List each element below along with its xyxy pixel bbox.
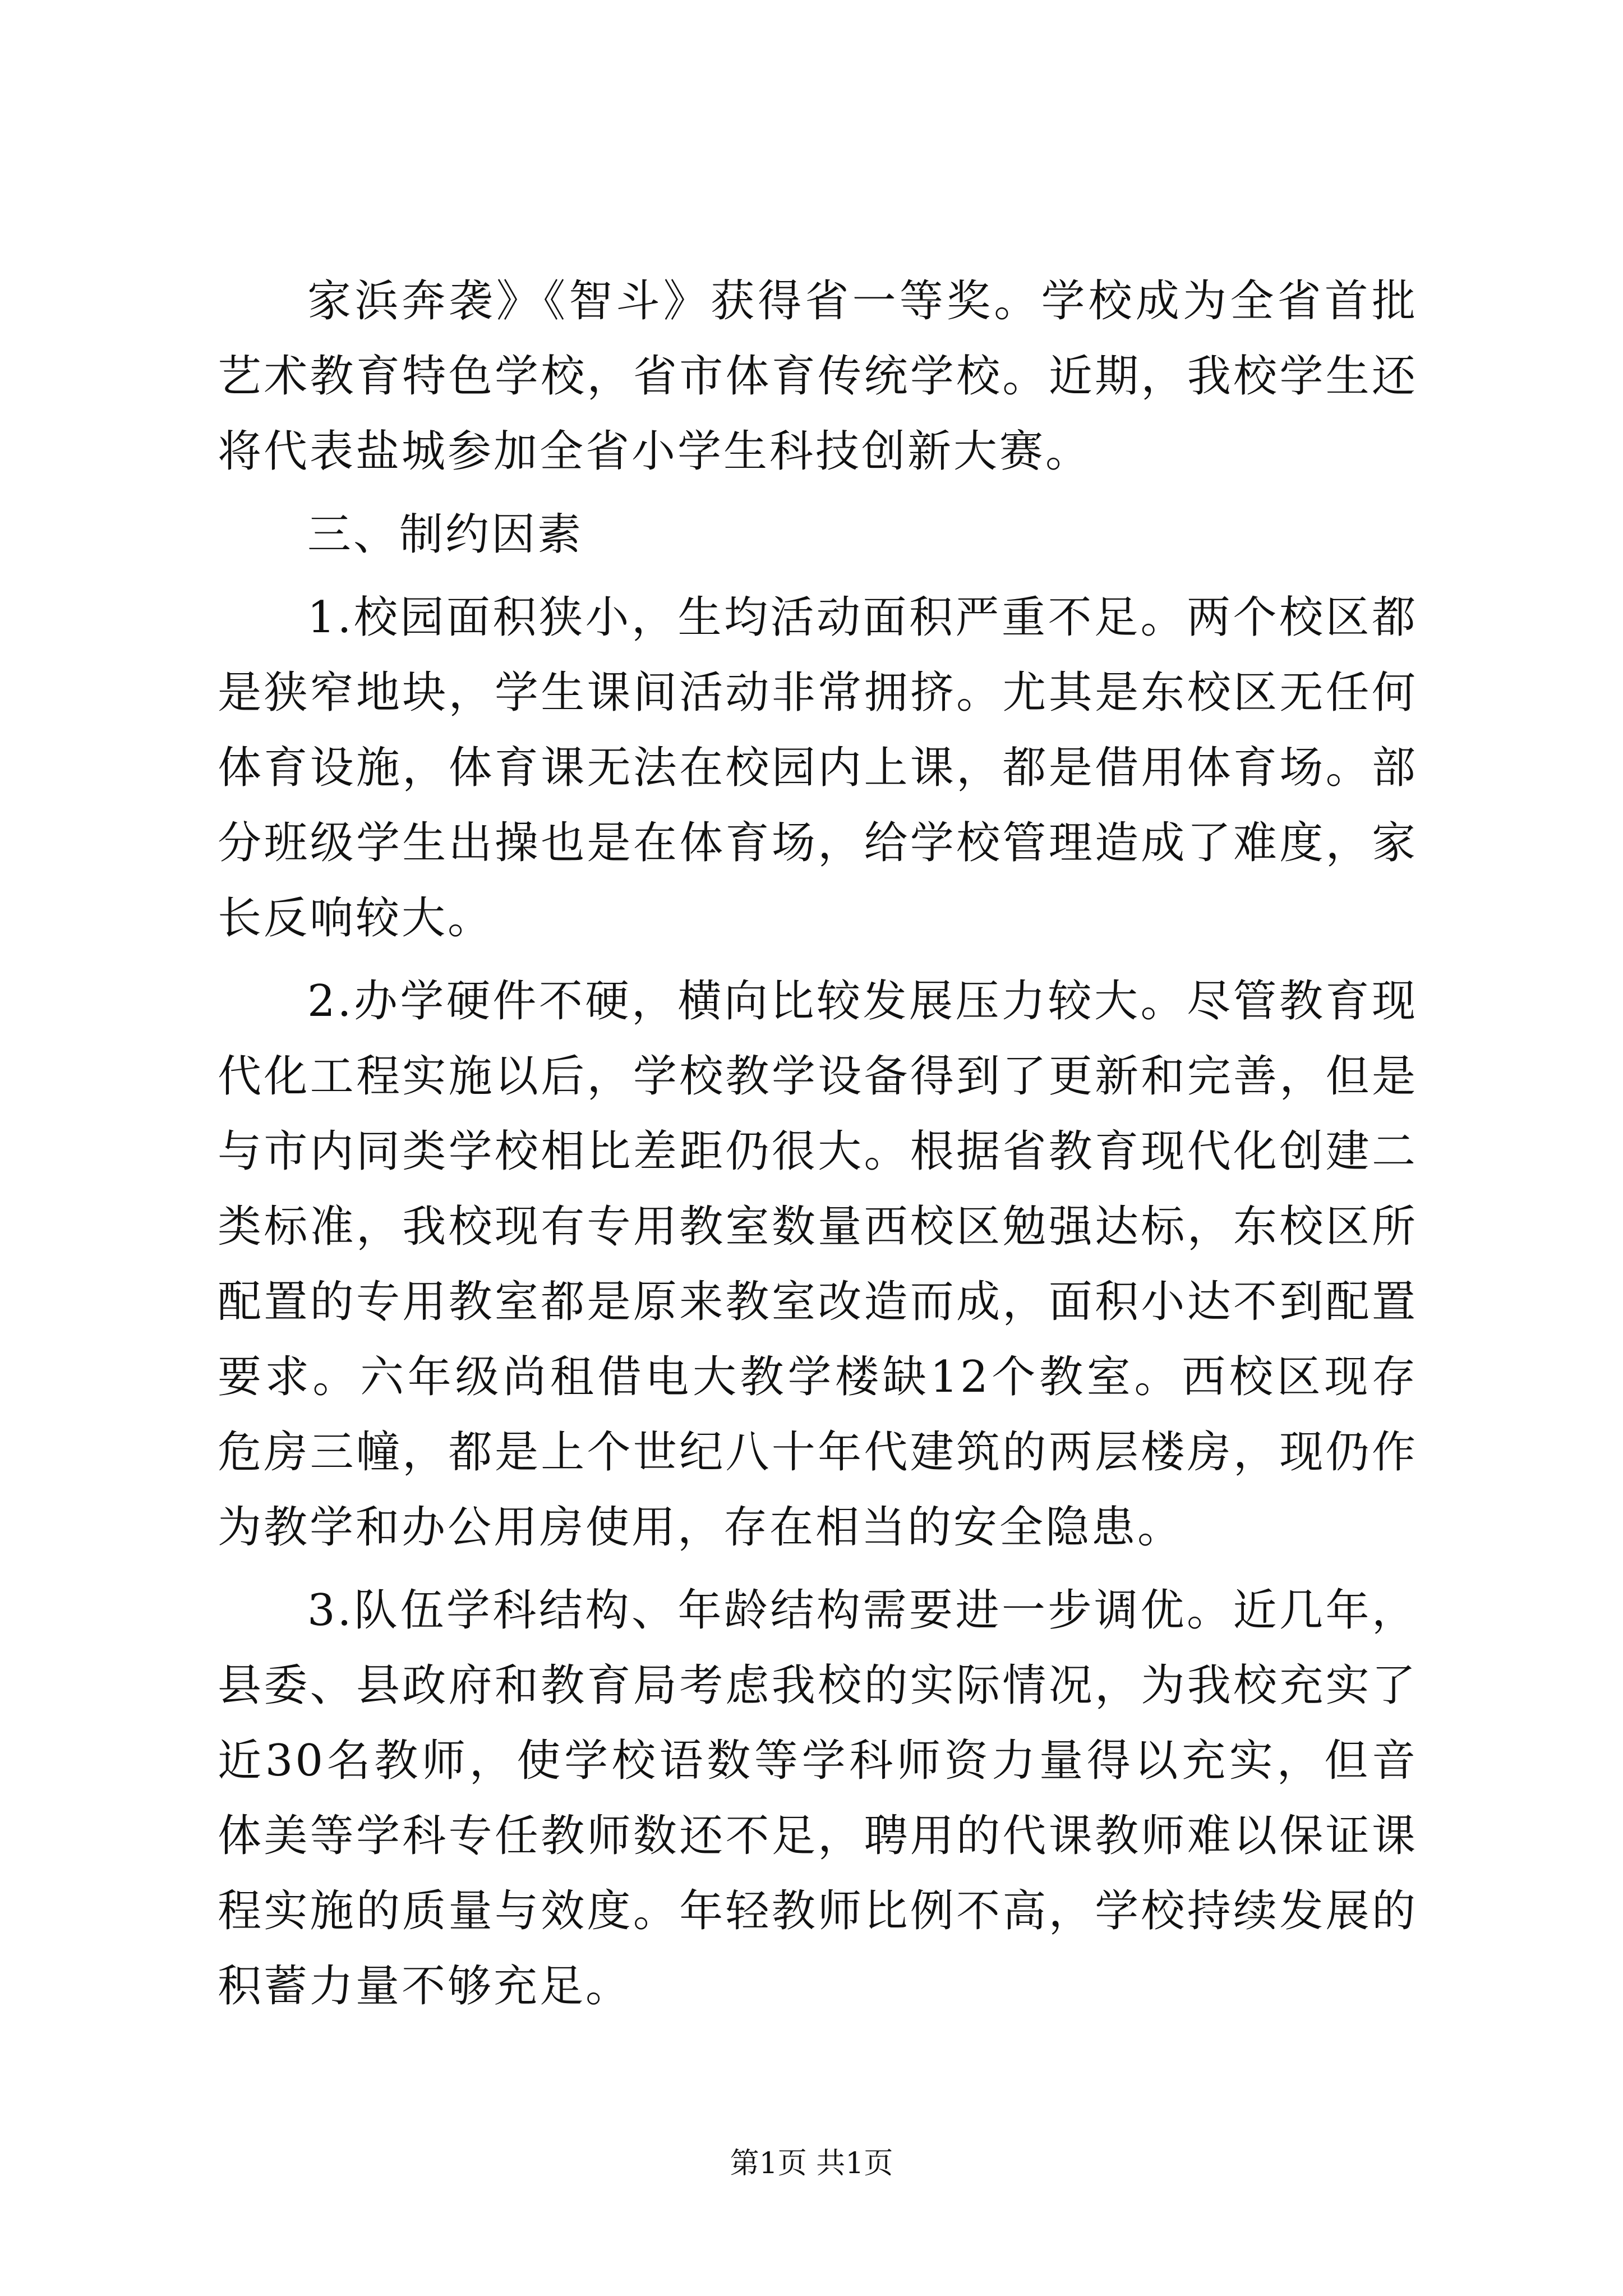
paragraph-item-1: 1.校园面积狭小，生均活动面积严重不足。两个校区都是狭窄地块，学生课间活动非常拥挤。尤其是东校区无任何体育设施，体育课无法在校园内上课，都是借用体育场。部分班级学生出操也是在体育场，给学校管理造成了难度，家长反响较大。 [218, 592, 1418, 944]
paragraph-item-3: 3.队伍学科结构、年龄结构需要进一步调优。近几年，县委、县政府和教育局考虑我校的实际情况，为我校充实了近30名教师，使学校语数等学科师资力量得以充实，但音体美等学科专任教师数还不足，聘用的代课教师难以保证课程实施的质量与效度。年轻教师比例不高，学校持续发展的积蓄力量不够充足。 [218, 1585, 1418, 2012]
section-heading: 三、制约因素 [307, 509, 584, 560]
page-footer: 第1页 共1页 [730, 2147, 893, 2180]
paragraph-item-2: 2.办学硬件不硬，横向比较发展压力较大。尽管教育现代化工程实施以后，学校教学设备得到了更新和完善，但是与市内同类学校相比差距仍很大。根据省教育现代化创建二类标准，我校现有专用教室数量西校区勉强达标，东校区所配置的专用教室都是原来教室改造而成，面积小达不到配置要求。六年级尚租借电大教学楼缺12个教室。西校区现存危房三幢，都是上个世纪八十年代建筑的两层楼房，现仍作为教学和办公用房使用，存在相当的安全隐患。 [218, 976, 1418, 1553]
paragraph-continuation: 家浜奔袭》《智斗》获得省一等奖。学校成为全省首批艺术教育特色学校，省市体育传统学校。近期，我校学生还将代表盐城参加全省小学生科技创新大赛。 [218, 276, 1418, 477]
document-body [218, 264, 1418, 2024]
